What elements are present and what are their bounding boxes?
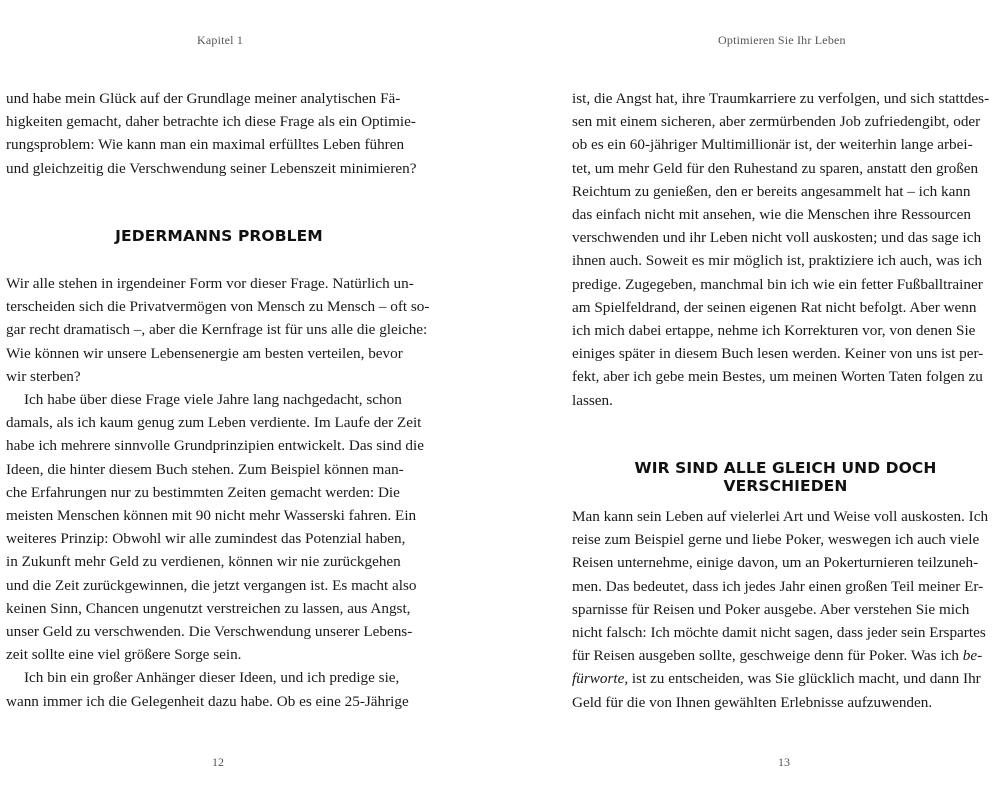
paragraph <box>6 87 432 180</box>
left-text-block-2 <box>6 272 432 713</box>
text-line: sen mit einem sicheren, aber zermürbenden Job zufriedengibt, oder <box>572 113 981 131</box>
text-line: wann immer ich die Gelegenheit dazu habe. Ob es eine 25-Jährige <box>6 692 409 710</box>
text-line: Wie können wir unsere Lebensenergie am besten verteilen, bevor <box>6 344 403 362</box>
text-line: ist, die Angst hat, ihre Traumkarriere zu verfolgen, und sich stattdes- <box>572 90 990 107</box>
paragraph <box>6 666 432 712</box>
text-line: unser Geld zu verschwenden. Die Verschwendung unserer Lebens- <box>6 623 413 641</box>
text-line: ihnen auch. Soweit es mir möglich ist, praktiziere ich auch, was ich <box>572 252 982 270</box>
text-line: und die Zeit zurückgewinnen, die jetzt vergangen ist. Es macht also <box>6 576 417 594</box>
paragraph <box>572 505 999 714</box>
text-line: Ich bin ein großer Anhänger dieser Ideen, und ich predige sie, <box>24 669 400 687</box>
text-line: gar recht dramatisch –, aber die Kernfrage ist für uns alle die gleiche: <box>6 321 428 339</box>
text-line: Reisen unternehme, einige davon, um an Pokerturnieren teilzuneh- <box>572 554 979 572</box>
paragraph <box>6 388 432 666</box>
text-line: fekt, aber ich gebe mein Bestes, um meinen Worten Taten folgen zu <box>572 368 983 386</box>
text-line: rungsproblem: Wie kann man ein maximal erfülltes Leben führen <box>6 136 405 154</box>
running-head-right: Optimieren Sie Ihr Leben <box>718 33 846 47</box>
text-line: meisten Menschen können mit 90 nicht mehr Wasserski fahren. Ein <box>6 507 417 525</box>
text-line: Ideen, die hinter diesem Buch stehen. Zum Beispiel können man- <box>6 460 404 478</box>
text-line: verschwenden und ihr Leben nicht voll auskosten; und das sage ich <box>572 229 982 247</box>
text-line: Geld für die von Ihnen gewählten Erlebnisse aufzuwenden. <box>572 693 933 711</box>
paragraph <box>6 272 432 388</box>
text-line: Ich habe über diese Frage viele Jahre lang nachgedacht, schon <box>24 391 402 409</box>
text-line: einiges später in diesem Buch lesen werden. Keiner von uns ist per- <box>572 345 984 363</box>
text-line: und habe mein Glück auf der Grundlage meiner analytischen Fä- <box>6 90 401 107</box>
text-line: , ist zu entscheiden, was Sie glücklich macht, und dann Ihr <box>624 670 981 688</box>
text-line: am Spielfeldrand, der seinen eigenen Rat nicht befolgt. Aber wenn <box>572 298 977 316</box>
text-line: Man kann sein Leben auf vielerlei Art und Weise voll auskosten. Ich <box>572 508 989 525</box>
text-line: wir sterben? <box>6 367 81 385</box>
text-line: in Zukunft mehr Geld zu verdienen, können wir nie zurückgehen <box>6 553 401 571</box>
paragraph <box>572 87 999 412</box>
section-heading-left: JEDERMANNS PROBLEM <box>115 227 323 245</box>
text-line: weiteres Prinzip: Obwohl wir alle zumindest das Potenzial haben, <box>6 530 406 548</box>
text-line: ob es ein 60-jähriger Multimillionär ist, der weiterhin lange arbei- <box>572 136 973 154</box>
right-text-block-2 <box>572 505 999 714</box>
text-line: und gleichzeitig die Verschwendung seiner Lebenszeit minimieren? <box>6 159 417 177</box>
text-line: Wir alle stehen in irgendeiner Form vor dieser Frage. Natürlich un- <box>6 275 414 292</box>
right-page <box>500 0 1000 800</box>
left-text-block-1 <box>6 87 432 180</box>
section-heading-right: WIR SIND ALLE GLEICH UND DOCH VERSCHIEDEN <box>634 459 937 495</box>
text-line: predige. Zugegeben, manchmal bin ich wie ein fetter Fußballtrainer <box>572 275 983 293</box>
text-line: lassen. <box>572 391 613 409</box>
text-line: tet, um mehr Geld für den Ruhestand zu sparen, anstatt den großen <box>572 159 979 177</box>
text-line: men. Das bedeutet, dass ich jedes Jahr einen großen Teil meiner Er- <box>572 577 984 595</box>
text-line: keinen Sinn, Chancen ungenutzt verstreichen zu lassen, aus Angst, <box>6 599 411 617</box>
italic-text: fürworte <box>572 670 625 688</box>
text-line: Reichtum zu genießen, den er bereits angesammelt hat – ich kann <box>572 182 971 200</box>
right-text-block-1 <box>572 87 999 412</box>
text-line: sparnisse für Reisen und Poker ausgebe. Aber verstehen Sie mich <box>572 600 970 618</box>
text-line: che Erfahrungen nur zu bestimmten Zeiten gemacht werden: Die <box>6 483 400 501</box>
text-line: das einfach nicht mit ansehen, wie die Menschen ihre Ressourcen <box>572 206 971 224</box>
text-line: terscheiden sich die Privatvermögen von Mensch zu Mensch – oft so- <box>6 298 430 316</box>
text-line: zeit sollte eine viel größere Sorge sein. <box>6 646 242 664</box>
page-number-right: 13 <box>778 755 790 769</box>
text-line: für Reisen ausgeben sollte, geschweige denn für Poker. Was ich <box>572 647 963 665</box>
text-line: higkeiten gemacht, daher betrachte ich diese Frage als ein Optimie- <box>6 113 416 131</box>
text-line: ich mich dabei ertappe, nehme ich Korrekturen vor, von denen Sie <box>572 322 976 340</box>
page-number-left: 12 <box>212 755 224 769</box>
text-line: nicht falsch: Ich möchte damit nicht sagen, dass jeder sein Erspartes <box>572 624 986 642</box>
text-line: reise zum Beispiel gerne und liebe Poker, weswegen ich auch viele <box>572 531 980 549</box>
running-head-left: Kapitel 1 <box>197 33 244 47</box>
text-line: habe ich mehrere sinnvolle Grundprinzipien entwickelt. Das sind die <box>6 437 424 455</box>
italic-text: be- <box>962 647 983 665</box>
text-line: damals, als ich kaum genug zum Leben verdiente. Im Laufe der Zeit <box>6 414 422 432</box>
